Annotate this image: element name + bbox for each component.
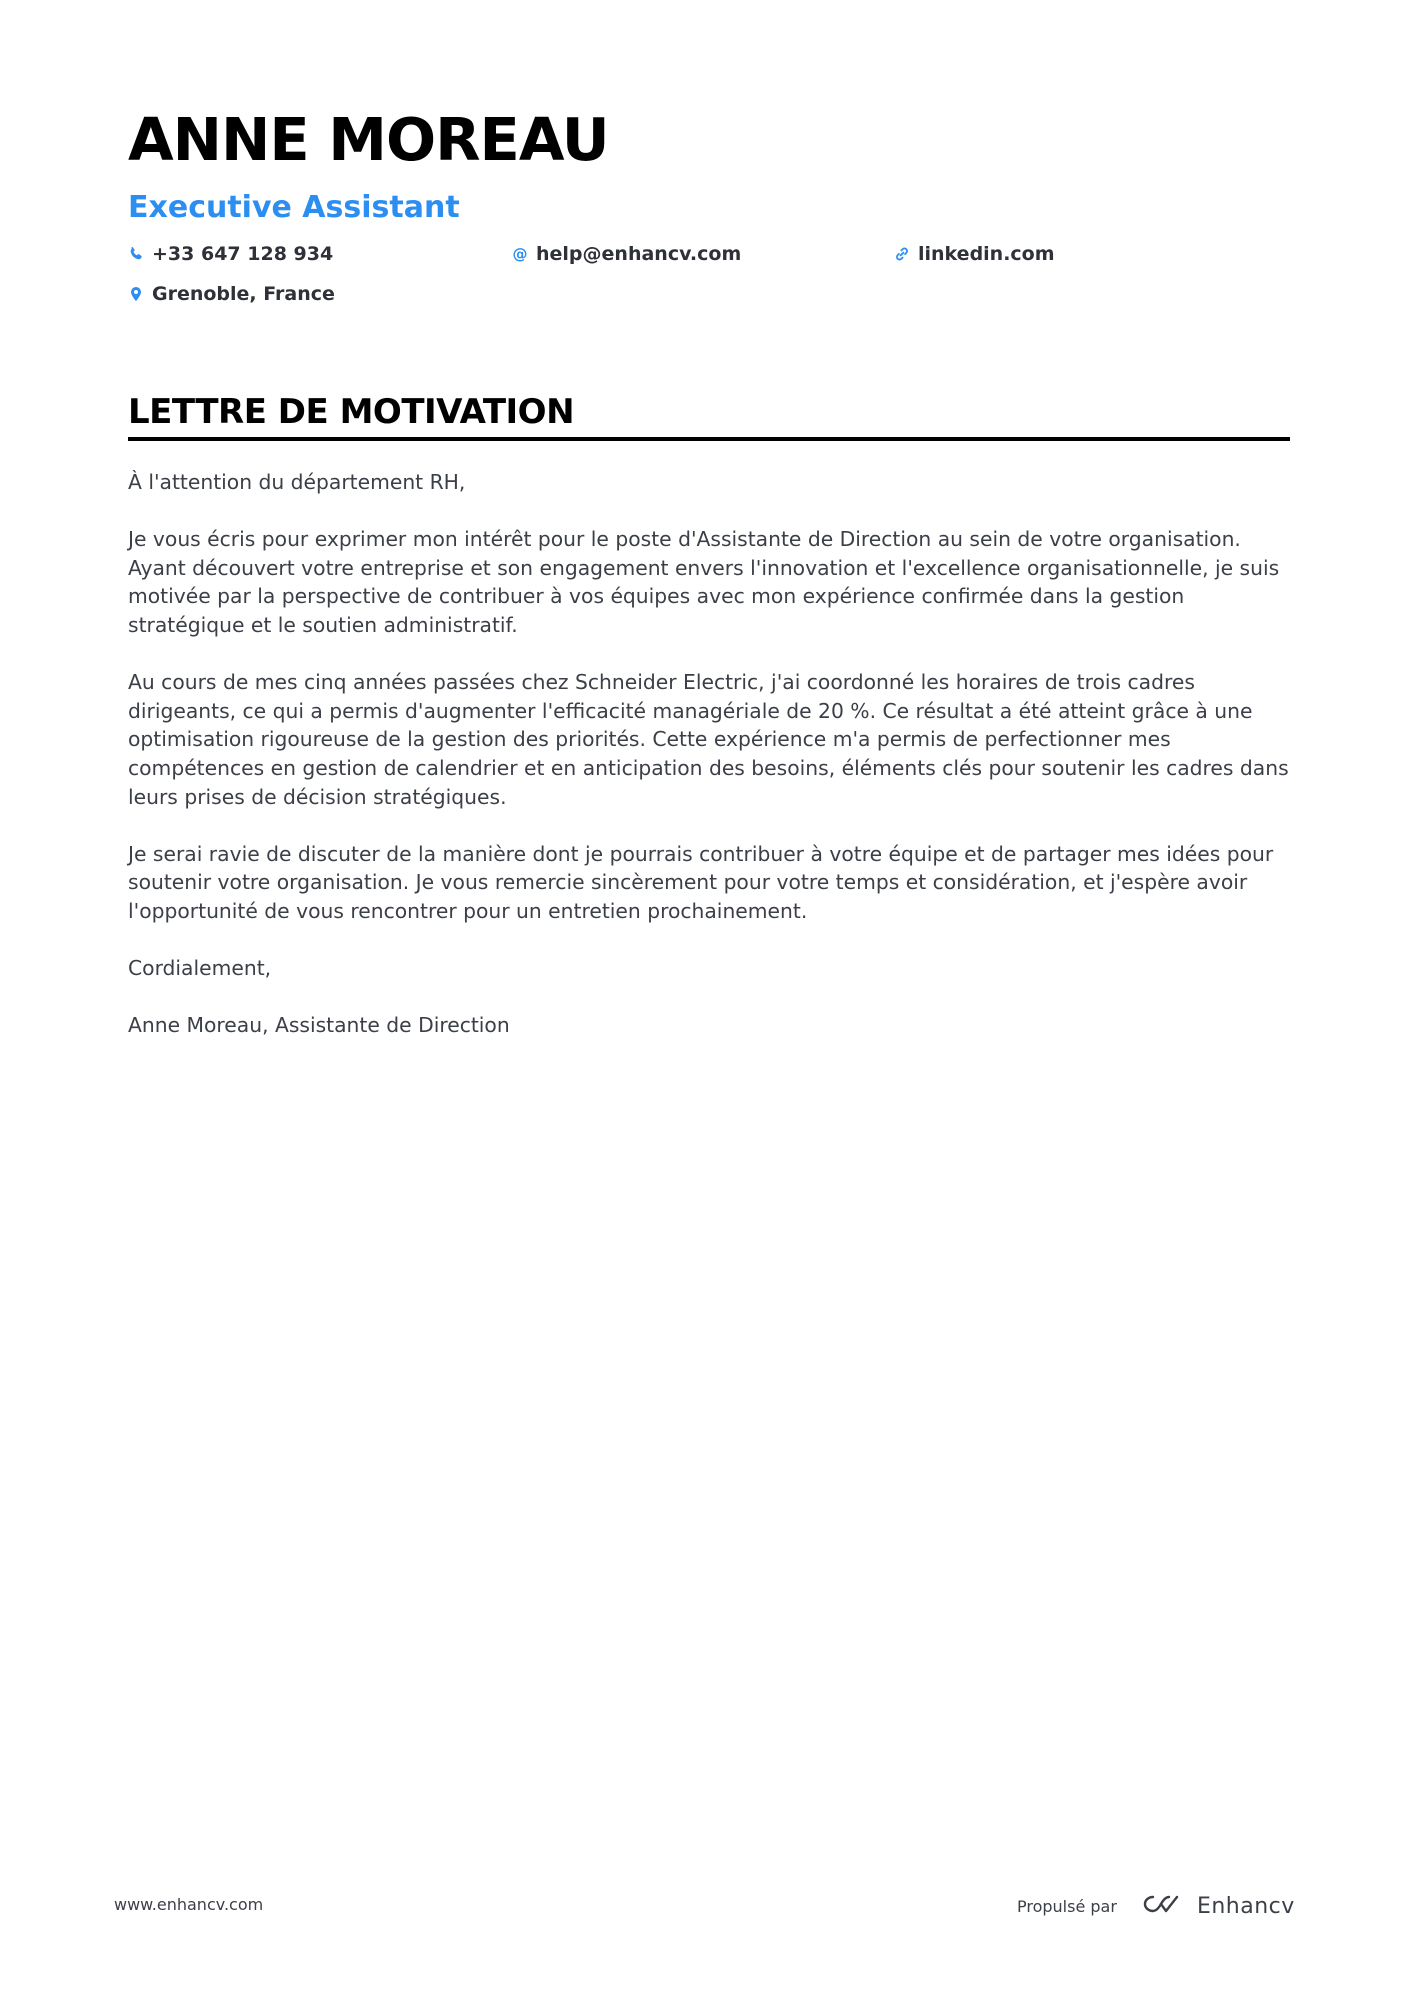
contact-location <box>128 283 335 305</box>
candidate-name: ANNE MOREAU <box>128 105 609 174</box>
footer-url[interactable]: www.enhancv.com <box>114 1895 264 1914</box>
enhancv-wordmark: Enhancv <box>1196 1893 1295 1919</box>
svg-text:@: @ <box>512 246 528 262</box>
letter-paragraph: Je serai ravie de discuter de la manière dont je pourrais contribuer à votre équipe et de partager mes idées pour soutenir votre organisation. Je vous remercie sincèrement pour votre temps et considération, et j'espère avoir l'opportunité de vous rencontrer pour un entretien prochainement. <box>128 841 1274 923</box>
location-pin-icon <box>128 286 144 302</box>
footer-powered-by[interactable] <box>1017 1891 1295 1921</box>
letter-signature: Anne Moreau, Assistante de Direction <box>128 1013 510 1038</box>
section-heading: LETTRE DE MOTIVATION <box>128 392 575 432</box>
phone-icon <box>128 246 144 262</box>
letter-closing: Cordialement, <box>128 956 272 981</box>
contact-email-text: help@enhancv.com <box>536 243 742 265</box>
letter-paragraph: Je vous écris pour exprimer mon intérêt pour le poste d'Assistante de Direction au sein de votre organisation. Ayant découvert votre entreprise et son engagement envers l'innovation et l'excellence organisationnelle, je suis motivée par la perspective de contribuer à vos équipes avec mon expérience confirmée dans la gestion stratégique et le soutien administratif. <box>128 527 1280 637</box>
contact-location-text: Grenoble, France <box>152 283 335 305</box>
enhancv-logo-icon <box>1139 1891 1183 1921</box>
link-icon <box>894 246 910 262</box>
contact-email[interactable] <box>512 243 741 265</box>
section-divider <box>128 437 1290 441</box>
letter-paragraph: Au cours de mes cinq années passées chez Schneider Electric, j'ai coordonné les horaires de trois cadres dirigeants, ce qui a permis d'augmenter l'efficacité managériale de 20 %. Ce résultat a été atteint grâce à une optimisation rigoureuse de la gestion des priorités. Cette expérience m'a permis de perfectionner mes compétences en gestion de calendrier et en anticipation des besoins, éléments clés pour soutenir les cadres dans leurs prises de décision stratégiques. <box>128 670 1289 809</box>
contact-linkedin[interactable] <box>894 243 1055 265</box>
candidate-title: Executive Assistant <box>128 190 460 225</box>
contact-linkedin-text: linkedin.com <box>918 243 1055 265</box>
letter-greeting: À l'attention du département RH, <box>128 470 466 494</box>
powered-by-label: Propulsé par <box>1017 1896 1117 1916</box>
contact-phone[interactable] <box>128 243 333 265</box>
enhancv-brand[interactable] <box>1139 1891 1295 1921</box>
contact-phone-text: +33 647 128 934 <box>152 243 334 265</box>
at-icon <box>512 246 528 262</box>
letter-body <box>128 468 1290 1068</box>
